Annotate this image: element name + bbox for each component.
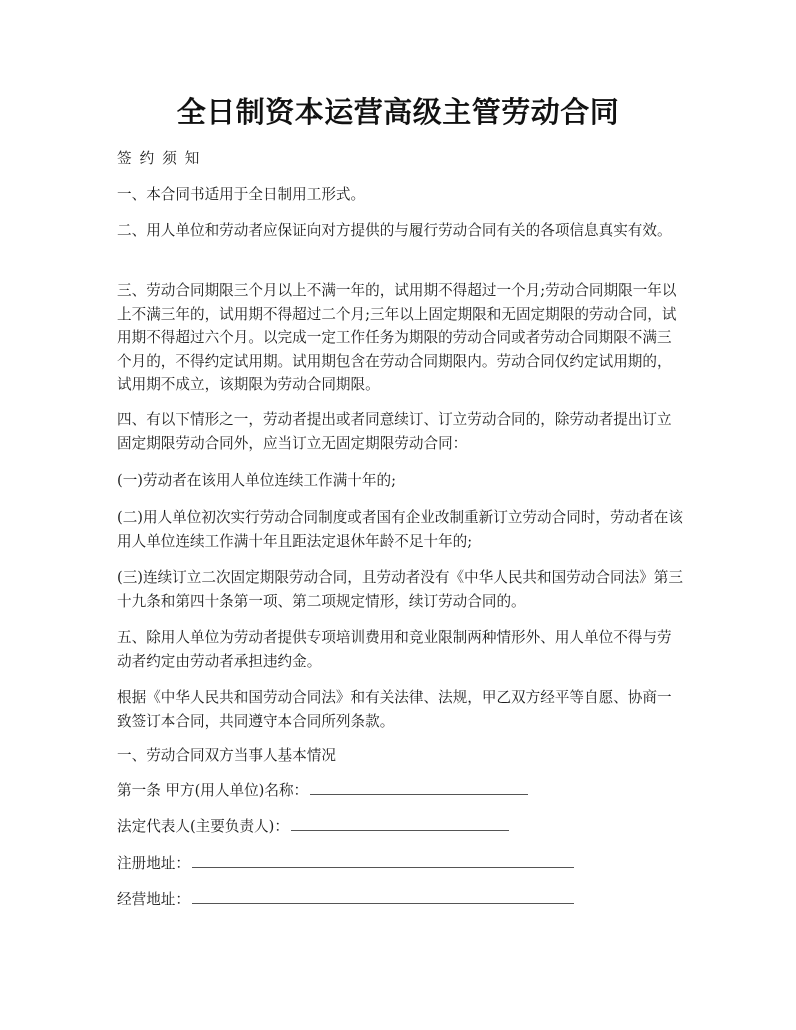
paragraph-text: (一)劳动者在该用人单位连续工作满十年的; xyxy=(117,472,396,489)
fill-in-line xyxy=(310,780,528,795)
fill-in-line xyxy=(192,853,574,868)
field-employer-name xyxy=(117,780,528,802)
section-heading-block xyxy=(117,744,683,768)
notice-heading: 签约须知 xyxy=(117,150,208,167)
section-heading: 一、劳动合同双方当事人基本情况 xyxy=(117,747,336,764)
paragraph-text: (二)用人单位初次实行劳动合同制度或者国有企业改制重新订立劳动合同时，劳动者在该用人单位连续工作满十年且距法定退休年龄不足十年的; xyxy=(117,509,683,550)
field-label: 第一条 甲方(用人单位)名称： xyxy=(117,782,309,799)
field-label: 注册地址： xyxy=(117,855,190,872)
paragraph-7 xyxy=(117,566,683,613)
field-registered-address xyxy=(117,853,574,875)
paragraph-text: (三)连续订立二次固定期限劳动合同，且劳动者没有《中华人民共和国劳动合同法》第三十九条和第四十条第一项、第二项规定情形，续订劳动合同的。 xyxy=(117,569,683,610)
fill-in-line xyxy=(192,889,574,904)
paragraph-text: 二、用人单位和劳动者应保证向对方提供的与履行劳动合同有关的各项信息真实有效。 xyxy=(117,222,672,239)
paragraph-text: 四、有以下情形之一，劳动者提出或者同意续订、订立劳动合同的，除劳动者提出订立固定期限劳动合同外，应当订立无固定期限劳动合同： xyxy=(117,411,672,452)
field-business-address xyxy=(117,889,574,911)
document-title: 全日制资本运营高级主管劳动合同 xyxy=(176,95,620,129)
field-label: 法定代表人(主要负责人)： xyxy=(117,818,289,835)
field-label: 经营地址： xyxy=(117,891,190,908)
paragraph-8 xyxy=(117,626,683,673)
paragraph-text: 三、劳动合同期限三个月以上不满一年的，试用期不得超过一个月;劳动合同期限一年以上不满三年的，试用期不得超过二个月;三年以上固定期限和无固定期限的劳动合同，试用期不得超过六个月。以完成一定工作任务为期限的劳动合同或者劳动合同期限不满三个月的，不得约定试用期。试用期包含在劳动合同期限内。劳动合同仅约定试用期的，试用期不成立，该期限为劳动合同期限。 xyxy=(117,282,677,393)
paragraph-9 xyxy=(117,686,683,733)
paragraph-1 xyxy=(117,183,683,207)
fill-in-line xyxy=(291,816,509,831)
paragraph-2 xyxy=(117,219,683,243)
field-legal-representative xyxy=(117,816,509,838)
notice-heading-block xyxy=(117,147,683,171)
paragraph-4 xyxy=(117,408,683,455)
paragraph-text: 根据《中华人民共和国劳动合同法》和有关法律、法规，甲乙双方经平等自愿、协商一致签订本合同，共同遵守本合同所列条款。 xyxy=(117,689,672,730)
paragraph-text: 五、除用人单位为劳动者提供专项培训费用和竞业限制两种情形外、用人单位不得与劳动者约定由劳动者承担违约金。 xyxy=(117,629,672,670)
paragraph-5 xyxy=(117,469,683,493)
paragraph-text: 一、本合同书适用于全日制用工形式。 xyxy=(117,186,366,203)
paragraph-6 xyxy=(117,506,683,553)
paragraph-3 xyxy=(117,279,683,397)
